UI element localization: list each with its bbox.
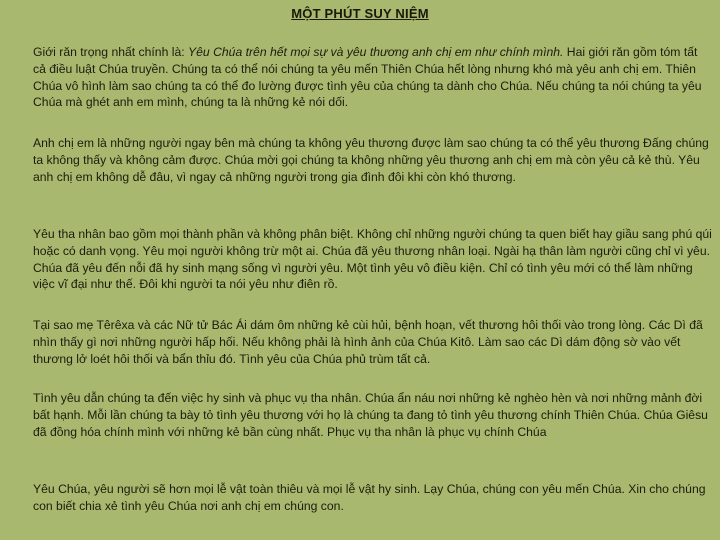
paragraph-6: Yêu Chúa, yêu người sẽ hơn mọi lễ vật toàn thiêu và mọi lễ vật hy sinh. Lạy Chúa, chúng con yêu mến Chúa. Xin cho chúng con biết chia xẻ tình yêu Chúa nơi anh chị em chúng con. xyxy=(33,482,706,513)
paragraph-1-emphasis: Yêu Chúa trên hết mọi sự và yêu thương anh chị em như chính mình. xyxy=(188,45,564,59)
paragraph-4: Tại sao mẹ Têrêxa và các Nữ tử Bác Ái dám ôm những kẻ cùi hủi, bệnh hoạn, vết thương hôi thối vào trong lòng. Các Dì đã nhìn thấy gì nơi những người hấp hối. Nếu không phải là hình ảnh của Chúa Kitô. Làm sao các Dì dám động sờ vào vết thương lở loét hôi thối và bẩn thỉu đó. Tình yêu của Chúa phủ trùm tất cả. xyxy=(33,318,703,366)
paragraph-2: Anh chị em là những người ngay bên mà chúng ta không yêu thương được làm sao chúng ta có thể yêu thương Đấng chúng ta không thấy và không cảm được. Chúa mời gọi chúng ta không những yêu thương anh chị em mà còn yêu cả kẻ thù. Yêu anh chị em không dễ đâu, vì ngay cả những người trong gia đình đôi khi còn khó thương. xyxy=(33,136,709,184)
paragraph-3: Yêu tha nhân bao gồm mọi thành phần và không phân biệt. Không chỉ những người chúng ta quen biết hay giầu sang phú qúi hoặc có danh vọng. Yêu mọi người không trừ một ai. Chúa đã yêu thương nhân loại. Ngài hạ thân làm người cũng chỉ vì yêu. Chúa đã yêu đến nỗi đã hy sinh mạng sống vì người yêu. Một tình yêu vô điều kiện. Chỉ có tình yêu mới có thể làm những việc vĩ đại như thế. Đôi khi người ta nói yêu như điên rồ. xyxy=(33,227,712,292)
page-title: MỘT PHÚT SUY NIỆM xyxy=(291,6,429,21)
paragraph-1 xyxy=(33,44,713,111)
paragraph-1-body: Hai giới răn gồm tóm tất cả điều luật Chúa truyền. Chúng ta có thể nói chúng ta yêu mến Thiên Chúa hết lòng nhưng khó mà yêu anh chị em. Thiên Chúa vô hình làm sao chúng ta có thể đo lường được tình yêu của chúng ta dành cho Chúa. Nếu chúng ta nói chúng ta yêu Chúa mà ghét anh em mình, chúng ta là những kẻ nói dối. xyxy=(33,45,702,110)
paragraph-5: Tình yêu dẫn chúng ta đến việc hy sinh và phục vụ tha nhân. Chúa ẩn náu nơi những kẻ nghèo hèn và nơi những mảnh đời bất hạnh. Mỗi lần chúng ta bày tỏ tình yêu thương với họ là chúng ta đang tỏ tình yêu thương chính Thiên Chúa. Chúa Giêsu đã đồng hóa chính mình với những kẻ bần cùng nhất. Phục vụ tha nhân là phục vụ chính Chúa xyxy=(33,391,708,439)
paragraph-1-intro: Giới răn trọng nhất chính là: xyxy=(33,45,189,59)
